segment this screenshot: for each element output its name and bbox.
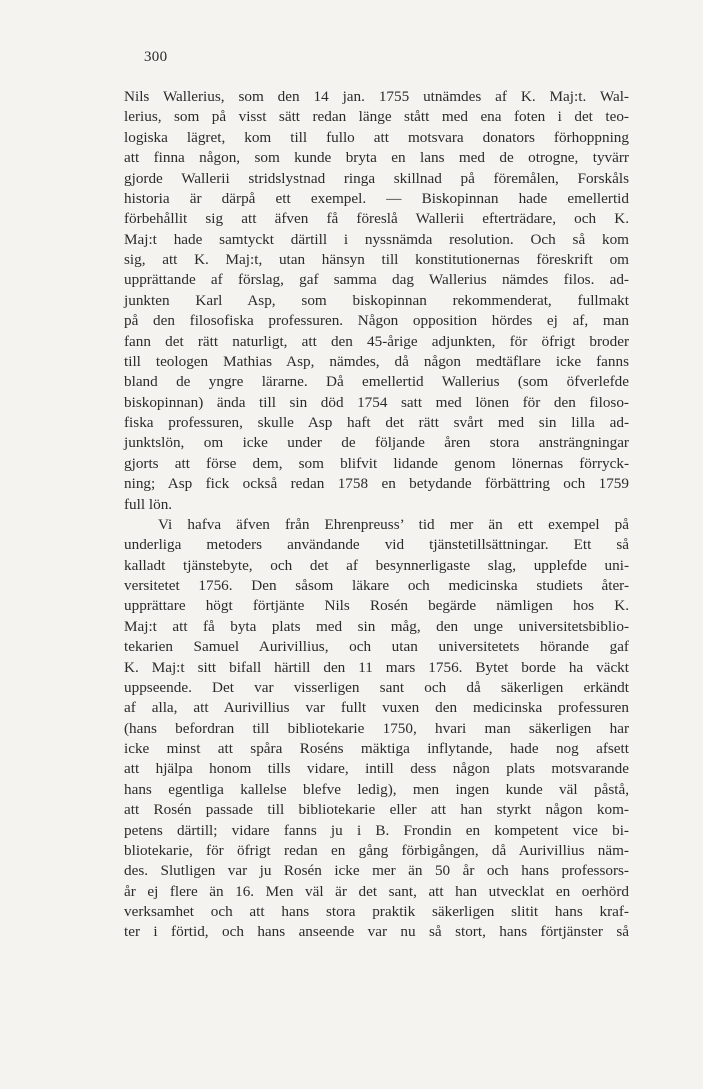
- text-line: af alla, att Aurivillius var fullt vuxen den medicinska professuren: [124, 699, 629, 717]
- text-line: kalladt tjänstebyte, och det af besynnerligaste slag, upplefde uni-: [124, 556, 629, 574]
- text-line: lerius, som på visst sätt redan länge stått med ena foten i det teo-: [124, 108, 629, 126]
- text-line: förbehållit sig att äfven få föreslå Wallerii efterträdare, och K.: [124, 210, 629, 228]
- text-line: att Rosén passade till bibliotekarie eller att han styrkt någon kom-: [124, 801, 629, 819]
- text-line: (hans befordran till bibliotekarie 1750, hvari man säkerligen har: [124, 719, 629, 737]
- text-line: ning; Asp fick också redan 1758 en betydande förbättring och 1759: [124, 475, 629, 493]
- text-line: bliotekarie, för öfrigt redan en gång förbigången, då Aurivillius näm-: [124, 841, 629, 859]
- text-line: uppseende. Det var visserligen sant och då säkerligen erkändt: [124, 678, 629, 696]
- text-line: petens därtill; vidare fanns ju i B. Frondin en kompetent vice bi-: [124, 821, 629, 839]
- text-line: hans egentliga kallelse blefve ledig), men ingen kunde väl påstå,: [124, 780, 629, 798]
- text-line: K. Maj:t sitt bifall härtill den 11 mars 1756. Bytet borde ha väckt: [124, 658, 629, 676]
- text-line: fiska professuren, skulle Asp haft det rätt svårt med sin lilla ad-: [124, 414, 629, 431]
- text-line: gjorts att förse dem, som blifvit lidande genom lönernas förryck-: [124, 454, 629, 472]
- text-line: Maj:t att få byta plats med sin måg, den unge universitetsbiblio-: [124, 617, 629, 635]
- text-line: junktslön, om icke under de följande åren stora ansträngningar: [124, 434, 629, 452]
- text-line: upprättare högt förtjänte Nils Rosén begärde nämligen hos K.: [124, 597, 629, 615]
- text-line: Nils Wallerius, som den 14 jan. 1755 utnämdes af K. Maj:t. Wal-: [124, 88, 629, 105]
- text-line: tekarien Samuel Aurivillius, och utan universitetets hörande gaf: [124, 638, 629, 656]
- text-line: verksamhet och att hans stora praktik säkerligen slitit hans kraf-: [124, 903, 629, 920]
- text-line: bland de yngre lärarne. Då emellertid Wallerius (som öfverlefde: [124, 373, 629, 391]
- text-line: biskopinnan) ända till sin död 1754 satt med lönen för den filoso-: [124, 393, 629, 411]
- text-line: att finna någon, som kunde bryta en lans med de otrogne, tyvärr: [124, 149, 629, 167]
- text-line: logiska lägret, kom till fullo att motsvara donators förhoppning: [124, 128, 629, 146]
- text-line: Vi hafva äfven från Ehrenpreuss’ tid mer än ett exempel på: [158, 515, 629, 533]
- text-line: fann det rätt naturligt, att den 45-årige adjunkten, för öfrigt broder: [124, 332, 629, 350]
- text-line: versitetet 1756. Den såsom läkare och medicinska studiets åter-: [124, 577, 629, 594]
- text-line: underliga metoders användande vid tjänstetillsättningar. Ett så: [124, 536, 629, 554]
- text-line: full lön.: [124, 495, 173, 513]
- text-line: år ej flere än 16. Men väl är det sant, att han utvecklat en oerhörd: [124, 882, 629, 900]
- text-line: icke minst att spåra Roséns mäktiga inflytande, hade nog afsett: [124, 740, 629, 757]
- text-line: ter i förtid, och hans anseende var nu så stort, hans förtjänster så: [124, 923, 629, 941]
- text-line: att hjälpa honom tills vidare, intill dess någon plats motsvarande: [124, 760, 629, 778]
- body-text: [124, 87, 629, 943]
- text-line: historia är därpå ett exempel. — Biskopinnan hade emellertid: [124, 189, 629, 207]
- text-line: gjorde Wallerii stridslystnad ringa skillnad på föremålen, Forskåls: [124, 169, 629, 187]
- text-line: upprättande af förslag, gaf samma dag Wallerius nämdes filos. ad-: [124, 271, 629, 289]
- text-line: Maj:t hade samtyckt därtill i nyssnämda resolution. Och så kom: [124, 230, 629, 248]
- text-line: junkten Karl Asp, som biskopinnan rekommenderat, fullmakt: [124, 291, 629, 309]
- page-number: 300: [144, 49, 168, 65]
- text-line: på den filosofiska professuren. Någon opposition hördes ej af, man: [124, 312, 629, 330]
- text-line: sig, att K. Maj:t, utan hänsyn till konstitutionernas föreskrift om: [124, 251, 629, 268]
- text-line: till teologen Mathias Asp, nämdes, då någon medtäflare icke fanns: [124, 352, 629, 370]
- text-line: des. Slutligen var ju Rosén icke mer än 50 år och hans professors-: [124, 862, 629, 880]
